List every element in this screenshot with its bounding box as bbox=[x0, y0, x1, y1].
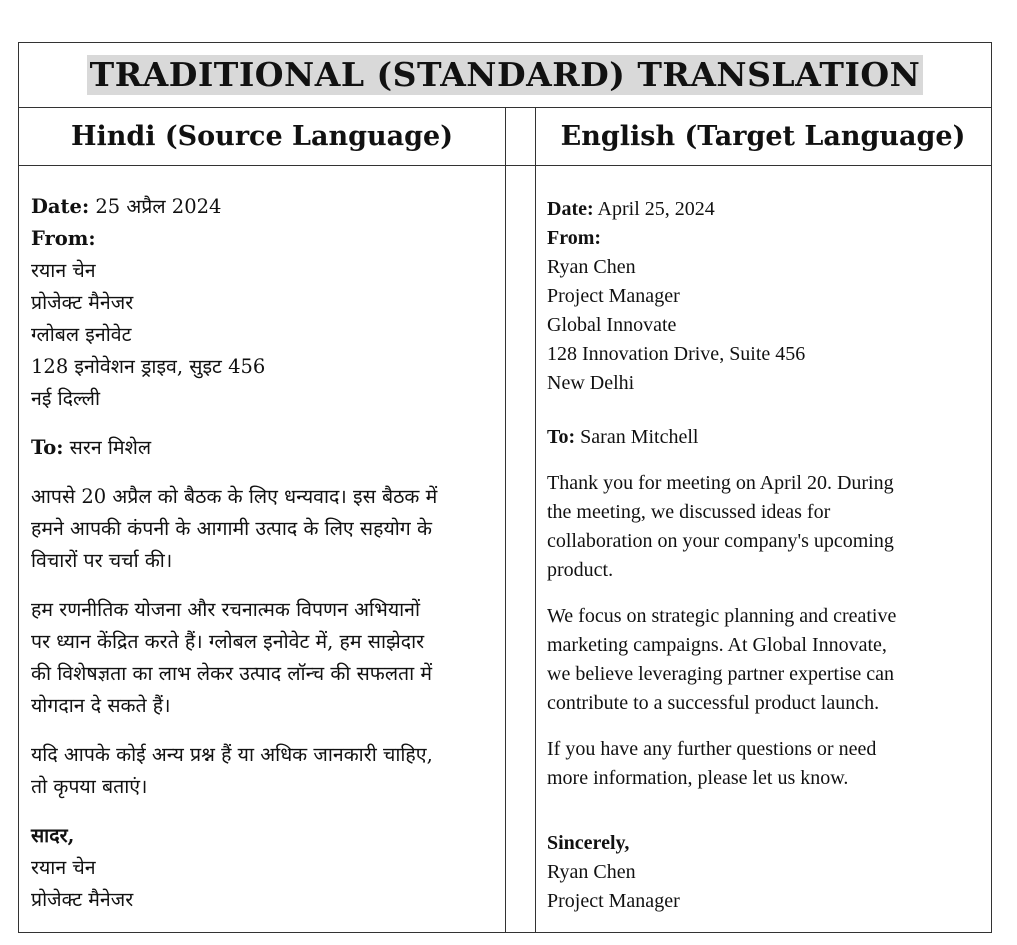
signature-line: Ryan Chen bbox=[547, 861, 636, 883]
sender-line: 128 इनोवेशन ड्राइव, सुइट 456 bbox=[31, 355, 266, 378]
body-line: the meeting, we discussed ideas for bbox=[547, 501, 831, 523]
body-line: we believe leveraging partner expertise can bbox=[547, 663, 895, 685]
sender-line: New Delhi bbox=[547, 372, 635, 394]
body-line: हमने आपकी कंपनी के आगामी उत्पाद के लिए सहयोग के bbox=[31, 517, 432, 540]
to-line bbox=[31, 432, 501, 464]
signature-line: Project Manager bbox=[547, 890, 680, 912]
body-line: We focus on strategic planning and creative bbox=[547, 605, 897, 627]
body-line: Thank you for meeting on April 20. During bbox=[547, 472, 894, 494]
source-column-heading: Hindi (Source Language) bbox=[70, 120, 454, 152]
divider bbox=[505, 107, 506, 932]
body-line: योगदान दे सकते हैं। bbox=[31, 694, 171, 717]
sender-line: Project Manager bbox=[547, 285, 680, 307]
body-line: If you have any further questions or need bbox=[547, 738, 877, 760]
sender-line: नई दिल्ली bbox=[31, 387, 101, 410]
sender-line: Ryan Chen bbox=[547, 256, 636, 278]
body-line: marketing campaigns. At Global Innovate, bbox=[547, 634, 887, 656]
body-line: collaboration on your company's upcoming bbox=[547, 530, 894, 552]
to-label: To: bbox=[547, 426, 576, 448]
date-line bbox=[547, 195, 987, 224]
target-column-heading: English (Target Language) bbox=[560, 120, 966, 152]
closing: Sincerely, bbox=[547, 832, 630, 854]
date-value: April 25, 2024 bbox=[593, 198, 715, 220]
sender-line: Global Innovate bbox=[547, 314, 677, 336]
body-line: की विशेषज्ञता का लाभ लेकर उत्पाद लॉन्च की सफलता में bbox=[31, 662, 433, 685]
to-value: Saran Mitchell bbox=[575, 426, 699, 448]
sender-line: रयान चेन bbox=[31, 259, 96, 282]
body-line: विचारों पर चर्चा की। bbox=[31, 549, 173, 572]
signature-line: रयान चेन bbox=[31, 856, 96, 879]
body-line: यदि आपके कोई अन्य प्रश्न हैं या अधिक जानकारी चाहिए, bbox=[31, 743, 433, 766]
sender-line: प्रोजेक्ट मैनेजर bbox=[31, 291, 134, 314]
signature-line: प्रोजेक्ट मैनेजर bbox=[31, 888, 134, 911]
to-line bbox=[547, 423, 987, 452]
date-value: 25 अप्रैल 2024 bbox=[89, 195, 222, 218]
to-label: To: bbox=[31, 436, 64, 459]
body-line: हम रणनीतिक योजना और रचनात्मक विपणन अभियानों bbox=[31, 598, 421, 621]
body-line: contribute to a successful product launch. bbox=[547, 692, 880, 714]
divider bbox=[535, 107, 536, 932]
closing: सादर, bbox=[31, 824, 75, 847]
source-letter bbox=[31, 191, 501, 916]
target-letter bbox=[547, 195, 987, 916]
body-line: आपसे 20 अप्रैल को बैठक के लिए धन्यवाद। इस बैठक में bbox=[31, 485, 438, 508]
body-line: तो कृपया बताएं। bbox=[31, 775, 148, 798]
date-label: Date: bbox=[31, 195, 90, 218]
table-title-row bbox=[19, 43, 991, 107]
sender-line: ग्लोबल इनोवेट bbox=[31, 323, 132, 346]
sender-line: 128 Innovation Drive, Suite 456 bbox=[547, 343, 806, 365]
to-value: सरन मिशेल bbox=[63, 436, 152, 459]
date-label: Date: bbox=[547, 198, 594, 220]
body-line: पर ध्यान केंद्रित करते हैं। ग्लोबल इनोवेट में, हम साझेदार bbox=[31, 630, 425, 653]
date-line bbox=[31, 191, 501, 223]
page-title: TRADITIONAL (STANDARD) TRANSLATION bbox=[87, 55, 924, 95]
body-line: product. bbox=[547, 559, 614, 581]
from-label: From: bbox=[31, 227, 96, 250]
translation-table bbox=[18, 42, 992, 933]
from-label: From: bbox=[547, 227, 602, 249]
body-line: more information, please let us know. bbox=[547, 767, 849, 789]
